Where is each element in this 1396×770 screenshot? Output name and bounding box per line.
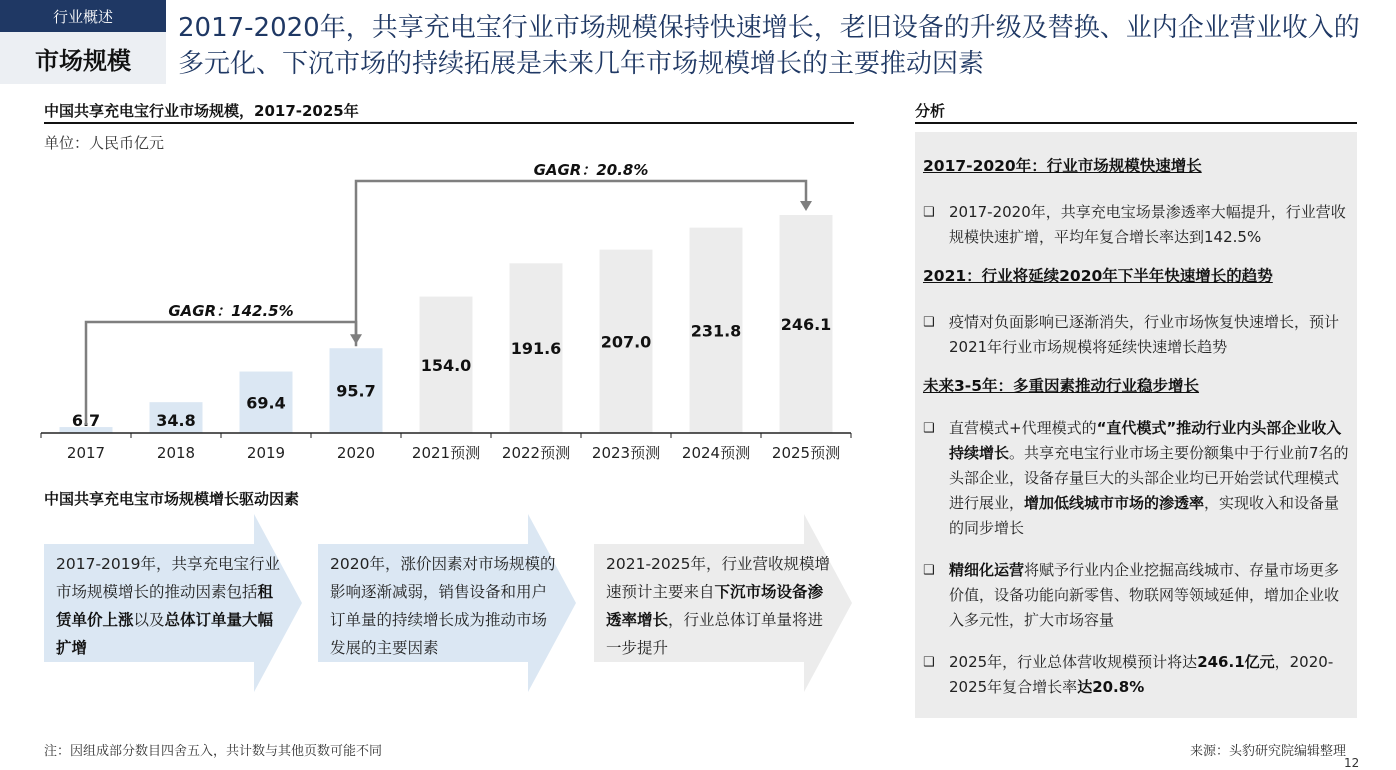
section-subtag: 市场规模 [0, 32, 166, 84]
page-number: 12 [1344, 756, 1360, 770]
bullet-text-segment: 将赋予行业内企业挖掘高线城市、存量市场更多价值，设备功能向新零售、物联网等领域延伸，增加企业收入多元性，扩大市场容量 [949, 561, 1340, 629]
x-tick-label: 2021预测 [411, 444, 481, 462]
analysis-panel [915, 132, 1357, 718]
driver-text [330, 550, 562, 662]
bar-value-label: 246.1 [780, 315, 832, 334]
analysis-heading: 2017-2020年：行业市场规模快速增长 [923, 157, 1202, 175]
cagr-arrow-2017-2020 [86, 322, 356, 425]
analysis-bullet-text [949, 310, 1349, 360]
driver-text [56, 550, 288, 662]
driver-text-segment: ，行业总体订单量将进一步提升 [606, 611, 824, 657]
driver-text-segment: 以及 [133, 611, 165, 629]
x-tick-label: 2018 [156, 444, 196, 462]
bullet-text-bold: 246.1亿元 [1197, 653, 1275, 671]
chart-unit: 单位：人民币亿元 [44, 134, 165, 152]
bullet-text-bold: “直代模式”推动行业内头部企业收入持续增长 [949, 419, 1342, 462]
footnote: 注：因组成部分数目四舍五入，共计数与其他页数可能不同 [44, 744, 383, 759]
analysis-title-rule [915, 122, 1357, 124]
bar-value-label: 6.7 [71, 411, 101, 430]
analysis-bullet [923, 200, 1349, 250]
bullet-text-segment: 疫情对负面影响已逐渐消失，行业市场恢复快速增长，预计2021年行业市场规模将延续快速增长趋势 [949, 313, 1340, 356]
checkbox-bullet-icon: ❑ [923, 655, 935, 670]
checkbox-bullet-icon: ❑ [923, 315, 935, 330]
driver-card-2 [318, 514, 578, 692]
bar-value-label: 154.0 [420, 355, 472, 375]
checkbox-bullet-icon: ❑ [923, 563, 935, 578]
cagr-label: GAGR：142.5% [168, 302, 294, 320]
bar-chart [30, 155, 860, 475]
bullet-text-segment: 2025年，行业总体营收规模预计将达 [949, 653, 1198, 671]
bar-value-label: 231.8 [690, 321, 742, 341]
analysis-bullet [923, 416, 1349, 541]
driver-text-segment: 2021-2025年，行业营收规模增速预计主要来自 [606, 555, 830, 601]
driver-text [606, 550, 838, 662]
checkbox-bullet-icon: ❑ [923, 421, 935, 436]
bar-value-label: 191.6 [510, 339, 562, 359]
cagr-arrow-2020-2025-head [800, 201, 812, 211]
analysis-heading: 2021：行业将延续2020年下半年快速增长的趋势 [923, 267, 1273, 285]
bullet-text-bold: 精细化运营 [949, 561, 1025, 579]
drivers-title: 中国共享充电宝市场规模增长驱动因素 [44, 490, 300, 508]
driver-card-3 [594, 514, 854, 692]
page-title: 2017-2020年，共享充电宝行业市场规模保持快速增长，老旧设备的升级及替换、业内企业营业收入的多元化、下沉市场的持续拓展是未来几年市场规模增长的主要推动因素 [178, 13, 1360, 79]
driver-text-bold: 租赁单价上涨 [56, 583, 274, 629]
driver-text-segment: 2020年，涨价因素对市场规模的影响逐渐减弱，销售设备和用户订单量的持续增长成为推动市场发展的主要因素 [330, 555, 556, 657]
analysis-bullet-text [949, 416, 1349, 541]
bullet-text-bold: 增加低线城市市场的渗透率 [1024, 494, 1205, 512]
x-tick-label: 2025预测 [771, 444, 841, 462]
x-tick-label: 2022预测 [501, 444, 571, 462]
x-tick-label: 2020 [336, 444, 376, 462]
bullet-text-segment: ，实现收入和设备量的同步增长 [949, 494, 1340, 537]
x-tick-label: 2019 [246, 444, 286, 462]
analysis-bullet [923, 310, 1349, 360]
analysis-title: 分析 [915, 102, 946, 120]
section-tag: 行业概述 [0, 0, 166, 32]
bullet-text-segment: ，2020-2025年复合增长率 [949, 653, 1334, 696]
bar-value-label: 95.7 [336, 381, 376, 401]
analysis-heading: 未来3-5年：多重因素推动行业稳步增长 [923, 377, 1200, 395]
analysis-bullet-text [949, 650, 1349, 700]
checkbox-bullet-icon: ❑ [923, 205, 935, 220]
analysis-bullet-text [949, 558, 1349, 633]
driver-text-segment: 2017-2019年，共享充电宝行业市场规模增长的推动因素包括 [56, 555, 280, 601]
x-tick-label: 2024预测 [681, 444, 751, 462]
bar-value-label: 207.0 [600, 332, 652, 352]
analysis-bullet [923, 650, 1349, 700]
analysis-bullet-text [949, 200, 1349, 250]
chart-title-rule [44, 122, 854, 124]
driver-text-bold: 总体订单量大幅扩增 [56, 611, 274, 657]
source-note: 来源：头豹研究院编辑整理 [1190, 744, 1347, 759]
bullet-text-segment: 直营模式+代理模式的 [949, 419, 1097, 437]
bar-value-label: 34.8 [156, 411, 196, 430]
x-tick-label: 2023预测 [591, 444, 661, 462]
x-tick-label: 2017 [66, 444, 106, 462]
bar-value-label: 69.4 [246, 393, 286, 413]
driver-card-1 [44, 514, 304, 692]
chart-title: 中国共享充电宝行业市场规模，2017-2025年 [44, 102, 359, 120]
bullet-text-segment: 。共享充电宝行业市场主要份额集中于行业前7名的头部企业，设备存量巨大的头部企业均已开始尝试代理模式进行展业， [949, 444, 1349, 512]
driver-text-bold: 下沉市场设备渗透率增长 [606, 583, 824, 629]
cagr-label: GAGR：20.8% [533, 161, 649, 179]
analysis-bullet [923, 558, 1349, 633]
bullet-text-segment: 2017-2020年，共享充电宝场景渗透率大幅提升，行业营收规模快速扩增，平均年复合增长率达到142.5% [949, 203, 1346, 246]
bullet-text-bold: 达20.8% [1077, 678, 1145, 696]
